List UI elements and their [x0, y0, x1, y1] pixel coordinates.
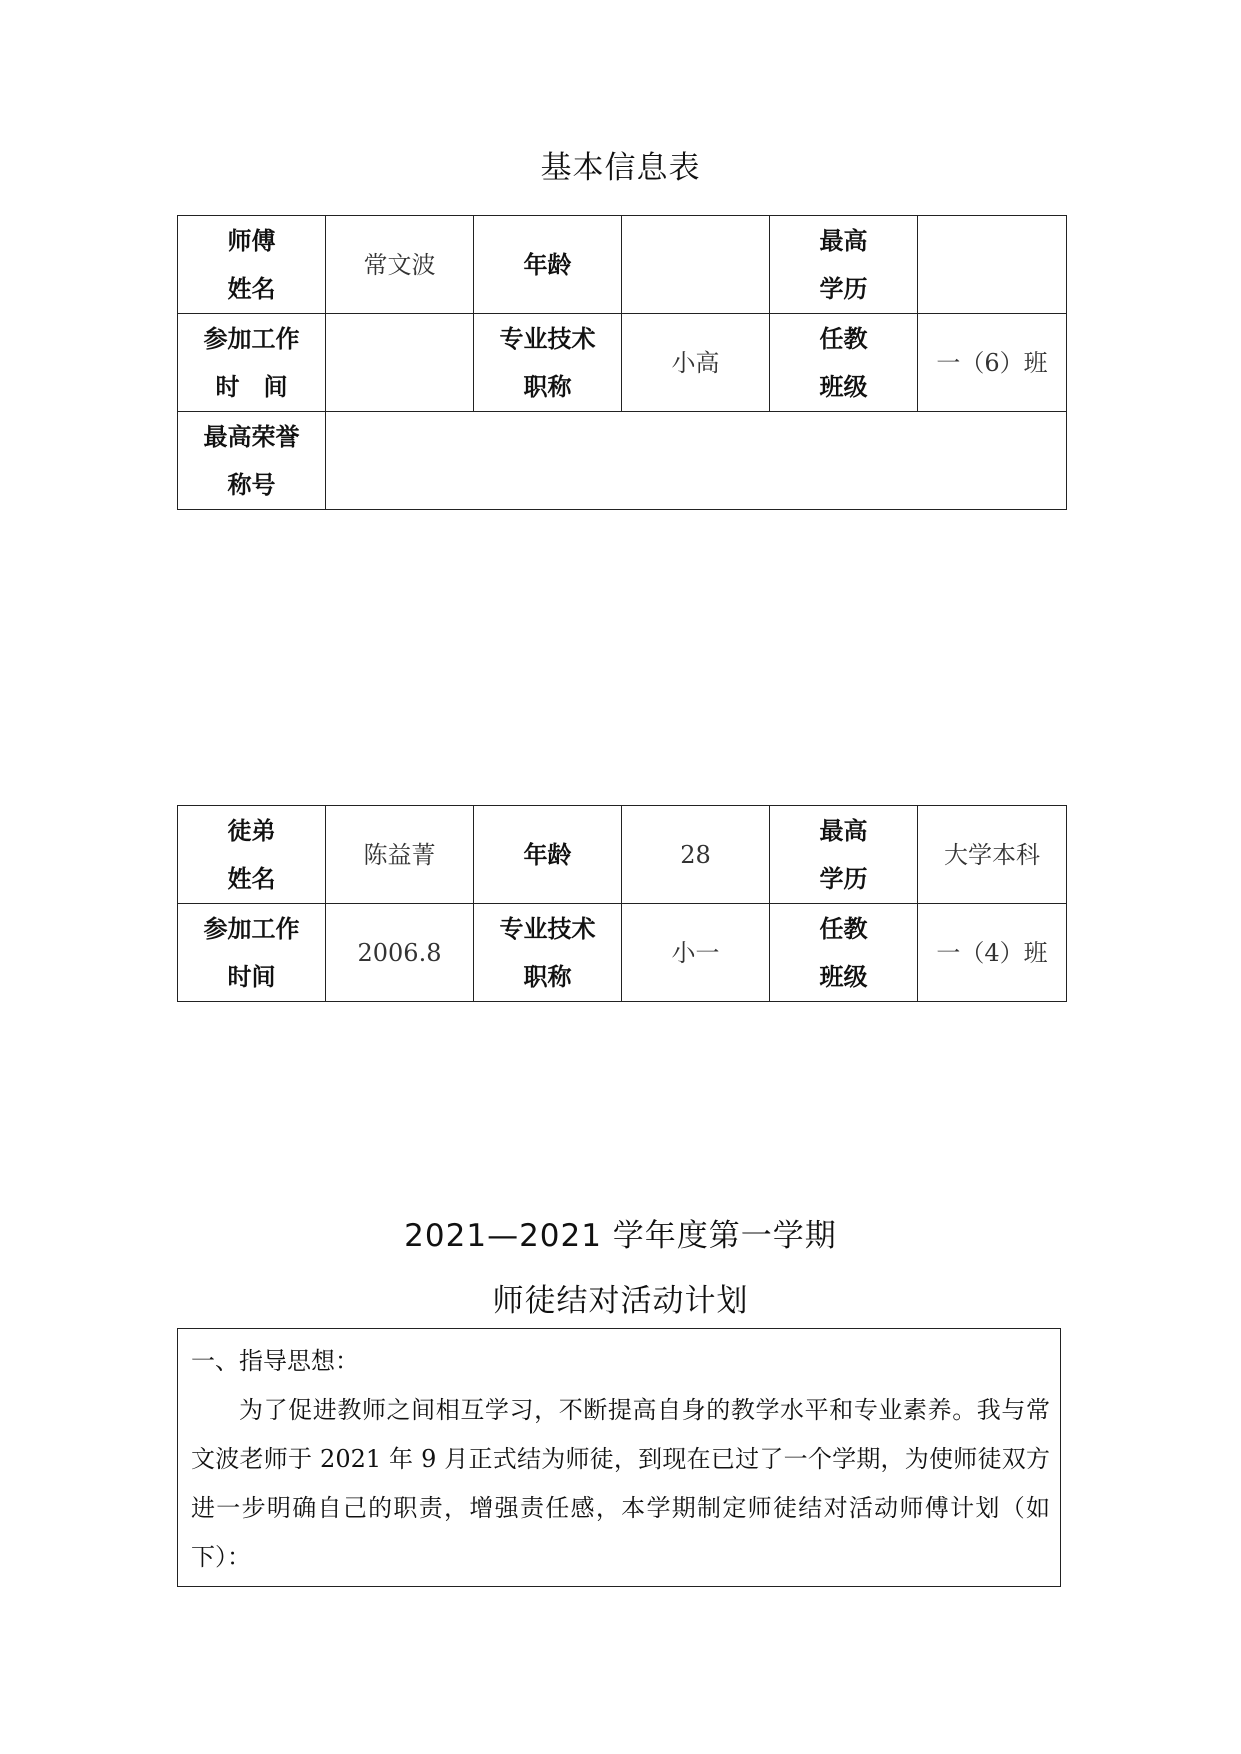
master-pro-title-label: 专业技术 职称	[474, 314, 622, 412]
master-name-label: 师傅 姓名	[178, 216, 326, 314]
apprentice-education-label: 最高 学历	[770, 806, 918, 904]
apprentice-work-start-label: 参加工作 时间	[178, 904, 326, 1002]
plan-section-heading: 一、指导思想：	[191, 1347, 359, 1375]
master-class-value: 一（6）班	[918, 314, 1067, 412]
table-row	[178, 904, 1067, 1002]
apprentice-name-value: 陈益菁	[326, 806, 474, 904]
plan-content-box	[177, 1328, 1061, 1587]
apprentice-age-value: 28	[622, 806, 770, 904]
master-class-label: 任教 班级	[770, 314, 918, 412]
apprentice-name-label: 徒弟 姓名	[178, 806, 326, 904]
apprentice-class-value: 一（4）班	[918, 904, 1067, 1002]
apprentice-work-start-value: 2006.8	[326, 904, 474, 1002]
master-work-start-value	[326, 314, 474, 412]
master-honor-value	[326, 412, 1067, 510]
master-work-start-label: 参加工作 时 间	[178, 314, 326, 412]
master-info-table	[177, 215, 1067, 510]
master-pro-title-value: 小高	[622, 314, 770, 412]
master-honor-label: 最高荣誉 称号	[178, 412, 326, 510]
apprentice-class-label: 任教 班级	[770, 904, 918, 1002]
page-title-basic-info: 基本信息表	[540, 150, 701, 186]
apprentice-info-table	[177, 805, 1067, 1002]
table-row	[178, 314, 1067, 412]
apprentice-pro-title-value: 小一	[622, 904, 770, 1002]
master-education-label: 最高 学历	[770, 216, 918, 314]
plan-title-name: 师徒结对活动计划	[492, 1283, 749, 1319]
master-education-value	[918, 216, 1067, 314]
master-age-label: 年龄	[474, 216, 622, 314]
table-row	[178, 806, 1067, 904]
apprentice-pro-title-label: 专业技术 职称	[474, 904, 622, 1002]
master-age-value	[622, 216, 770, 314]
apprentice-education-value: 大学本科	[918, 806, 1067, 904]
master-name-value: 常文波	[326, 216, 474, 314]
table-row	[178, 216, 1067, 314]
table-row	[178, 412, 1067, 510]
plan-paragraph: 为了促进教师之间相互学习，不断提高自身的教学水平和专业素养。我与常文波老师于 2021 年 9 月正式结为师徒，到现在已过了一个学期，为使师徒双方进一步明确自己的职责，增强责任感，本学期制定师徒结对活动师傅计划（如下）：	[191, 1396, 1050, 1571]
apprentice-age-label: 年龄	[474, 806, 622, 904]
plan-title-term: 2021—2021 学年度第一学期	[404, 1218, 837, 1254]
